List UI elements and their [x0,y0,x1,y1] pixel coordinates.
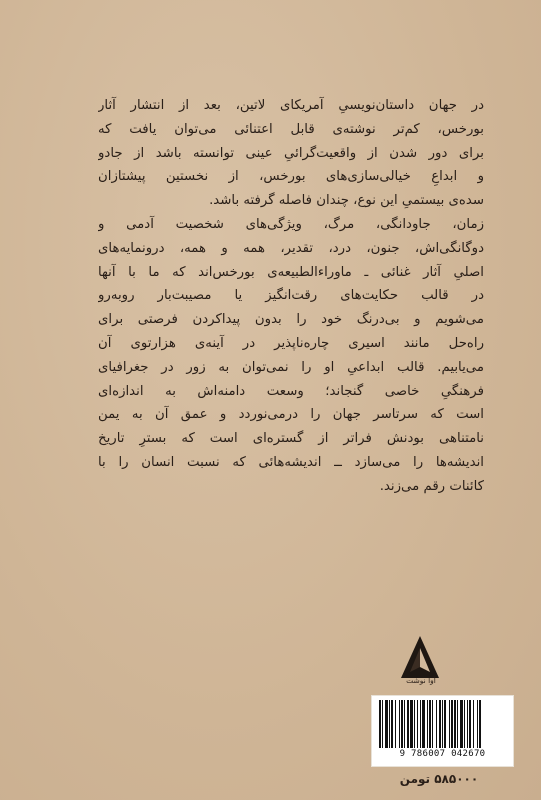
text-line: زمان، جاودانگی، مرگ، ویژگی‌های شخصیت آدمی و [98,216,484,232]
barcode-bar [444,700,446,748]
barcode-bar [464,700,465,748]
barcode-bar [422,700,425,748]
text-line: دوگانگی‌اش، جنون، درد، تقدیر، همه و همه، درونمایه‌های [98,240,484,256]
barcode-bar [454,700,456,748]
barcode-bar [414,700,415,748]
barcode-bar [429,700,431,748]
barcode-bar [382,700,383,748]
text-line: کائنات رقم می‌زند. [379,478,484,494]
text-line: نامتناهی بودنش فراتر از گستره‌ای است که بسترِ تاریخ [98,431,484,447]
barcode-bar [436,700,437,748]
barcode-bar [427,700,428,748]
isbn-number: 9 786007 042670 [399,749,486,759]
barcode-bar [473,700,474,748]
barcode-bar [449,700,450,748]
text-line: در قالب حکایت‌های رقت‌انگیز یا مصیبت‌بار روبه‌رو [98,288,484,304]
barcode-bar [451,700,453,748]
barcode-bar [477,700,478,748]
barcode-bar [432,700,433,748]
price-label: ۵۸۵۰۰۰ تومن [399,772,479,786]
barcode-bar [457,700,458,748]
barcode-bar [410,700,413,748]
barcode-bar [417,700,418,748]
text-line: اندیشه‌ها را می‌سازد ــ اندیشه‌هائی که نسبت انسان را با [98,454,484,470]
back-cover-paragraph [98,94,484,499]
text-line: برای دور شدن از واقعیت‌گرائیِ عینی توانسته باشد از جادو [98,145,484,161]
text-line: است که سرتاسر جهان را درمی‌نوردد و عمق آن به یمن [98,407,484,423]
barcode-bar [399,700,400,748]
barcode-bar [379,700,381,748]
text-line: فرهنگیِ خاصی گنجاند؛ وسعت دامنه‌اش به اندازه‌ای [98,383,484,399]
text-line: و ابداعِ خیالی‌سازی‌های بورخس، از نخستین پیشتازان [98,169,484,185]
barcode-bar [420,700,421,748]
barcode-bar [401,700,403,748]
text-line: راه‌حل مانند اسیری چاره‌ناپذیر در آینه‌ی هزارتوی آن [98,335,484,351]
barcode-bar [442,700,443,748]
barcode-bar [479,700,481,748]
text-line: اصلیِ آثار غنائی ـ ماوراءالطبیعه‌ی بورخس‌اند که ما با آنها [98,264,484,280]
barcode-bar [439,700,441,748]
barcode-bar [404,700,405,748]
text-line: سده‌ی بیستمیِ این نوع، چندان فاصله گرفته باشد. [209,193,484,209]
barcode-bar [391,700,393,748]
barcode-bar [469,700,471,748]
barcode-bar [460,700,463,748]
barcode [371,695,514,767]
publisher-name: آوا نوشت [406,676,436,685]
text-line: بورخس، کم‌تر نوشته‌ی قابل اعتنائی می‌توان یافت که [98,121,484,137]
text-line: می‌شویم و بی‌درنگ خود را بدون پیداکردن فرصتی برای [98,312,484,328]
text-line: می‌یابیم. قالب ابداعیِ او را نمی‌توان به زور در جغرافیای [98,359,484,375]
barcode-bar [395,700,396,748]
barcode-bars [378,700,507,748]
barcode-bar [389,700,390,748]
text-line: در جهان داستان‌نویسیِ آمریکای لاتین، بعد از انتشار آثار [98,98,484,113]
barcode-bar [385,700,388,748]
barcode-bar [407,700,409,748]
barcode-bar [467,700,468,748]
